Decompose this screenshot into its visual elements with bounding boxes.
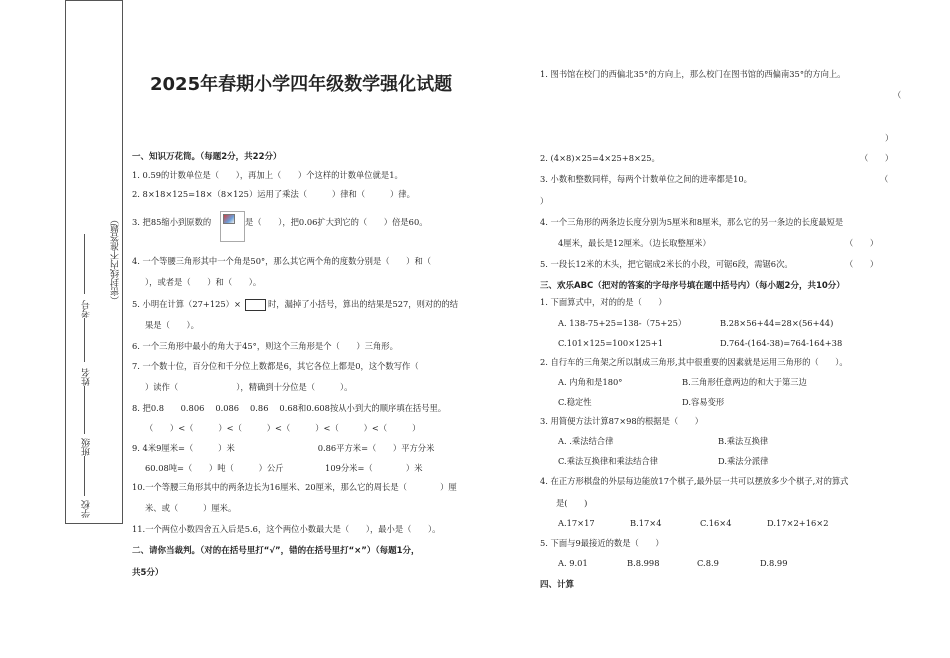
q1-5a: 5. 小明在计算（27+125）× xyxy=(132,299,241,309)
q3-5-b: B.8.998 xyxy=(627,558,660,568)
q3-3-d: D.乘法分派律 xyxy=(718,456,769,466)
kaohao-label: 考号 xyxy=(82,300,92,318)
q3-3: 3. 用简便方法计算87×98的根据是（ ） xyxy=(540,416,704,426)
q2-1-paren-close: ） xyxy=(885,133,894,143)
q2-4a: 4. 一个三角形的两条边长度分别为5厘米和8厘米，那么它的另一条边的长度最短是 xyxy=(540,217,844,227)
q1-7b: ）读作（ ），精确到十分位是（ ）。 xyxy=(145,382,353,392)
xuexiao-label: 学校 xyxy=(82,500,92,518)
q1-9b: 60.08吨=（ ）吨（ ）公斤 109分米=（ ）米 xyxy=(145,463,423,473)
q3-4-d: D.17×2+16×2 xyxy=(767,518,829,528)
xingming-line xyxy=(84,318,85,362)
q3-1-d: D.764-(164-38)=764-164+38 xyxy=(720,338,843,348)
q3-5-c: C.8.9 xyxy=(697,558,719,568)
kaohao-line xyxy=(84,234,85,294)
q2-1: 1. 图书馆在校门的西偏北35°的方向上，那么校门在图书馆的西偏南35°的方向上。 xyxy=(540,69,846,79)
q3-4a: 4. 在正方形棋盘的外层每边能放17个棋子,最外层一共可以摆放多少个棋子,对的算式 xyxy=(540,476,849,486)
q1-5c: 果是（ ）。 xyxy=(145,320,199,330)
q1-9a: 9. 4米9厘米=（ ）米 0.86平方米=（ ）平方分米 xyxy=(132,443,435,453)
page-title: 2025年春期小学四年级数学强化试题 xyxy=(150,74,453,95)
q1-3a: 3. 把85缩小到原数的 xyxy=(132,217,212,227)
q3-4-a: A.17×17 xyxy=(558,518,595,528)
fraction-image-icon xyxy=(220,211,245,242)
q3-1-b: B.28×56+44=28×(56+44) xyxy=(720,318,834,328)
q3-5: 5. 下面与9最接近的数是（ ） xyxy=(540,538,664,548)
xuexiao-line xyxy=(84,456,85,496)
q3-4b: 是( ) xyxy=(556,498,588,508)
q2-1-paren-open: （ xyxy=(893,90,902,100)
q2-2: 2. (4×8)×25=4×25+8×25。 xyxy=(540,153,660,163)
q3-5-a: A. 9.01 xyxy=(558,558,588,568)
q2-3-paren-open: （ xyxy=(880,174,889,184)
binding-notice: （密封线内不准答题） xyxy=(111,215,121,305)
section-2-heading: 二、请你当裁判。（对的在括号里打“√”，错的在括号里打“×”）（每题1分， xyxy=(132,546,420,556)
section-2-heading-cont: 共5分） xyxy=(132,568,164,578)
q3-1-c: C.101×125=100×125+1 xyxy=(558,338,664,348)
section-1-heading: 一、知识万花筒。（每题2分，共22分） xyxy=(132,152,282,162)
q2-3: 3. 小数和整数同样，每两个计数单位之间的进率都是10。 xyxy=(540,174,752,184)
q3-4-b: B.17×4 xyxy=(630,518,662,528)
q3-5-d: D.8.99 xyxy=(760,558,788,568)
q3-1-a: A. 138-75+25=138-（75+25） xyxy=(558,318,687,328)
q1-4b: ），或者是（ ）和（ ）。 xyxy=(145,277,262,287)
banji-line xyxy=(84,386,85,434)
section-4-heading: 四、计算 xyxy=(540,580,575,590)
q1-8a: 8. 把0.8 0.806 0.086 0.86 0.68和0.608按从小到大的顺序填在括号里。 xyxy=(132,403,447,413)
missing-number-box xyxy=(245,299,266,311)
q2-3-paren-close: ） xyxy=(540,196,549,206)
q3-2-c: C.稳定性 xyxy=(558,397,592,407)
section-3-heading: 三、欢乐ABC（把对的答案的字母序号填在题中括号内）（每小题2分，共10分） xyxy=(540,281,845,291)
q3-3-a: A. .乘法结合律 xyxy=(558,436,614,446)
q1-2: 2. 8×18×125=18×（8×125）运用了乘法（ ）律和（ ）律。 xyxy=(132,189,415,199)
q1-10b: 米、或（ ）厘米。 xyxy=(145,503,237,513)
q1-1: 1. 0.59的计数单位是（ ），再加上（ ）个这样的计数单位就是1。 xyxy=(132,170,403,180)
q1-7a: 7. 一个数十位，百分位和千分位上数都是6，其它各位上都是0，这个数写作（ xyxy=(132,361,419,371)
xingming-label: 姓名 xyxy=(82,368,92,386)
q3-2-a: A. 内角和是180° xyxy=(558,377,623,387)
q1-4a: 4. 一个等腰三角形其中一个角是50°，那么其它两个角的度数分别是（ ）和（ xyxy=(132,256,432,266)
q2-2-paren: （ ） xyxy=(860,153,894,163)
q1-8b: （ ）<（ ）<（ ）<（ ）<（ ）<（ ） xyxy=(145,423,421,433)
q1-11: 11.一个两位小数四舍五入后是5.6，这个两位小数最大是（ ），最小是（ ）。 xyxy=(132,524,441,534)
q2-5-paren: （ ） xyxy=(845,259,879,269)
q1-3b: 是（ ），把0.06扩大到它的（ ）倍是60。 xyxy=(245,217,428,227)
q3-2-d: D.容易变形 xyxy=(682,397,725,407)
q3-3-b: B.乘法互换律 xyxy=(718,436,769,446)
q3-2: 2. 自行车的三角架之所以制成三角形,其中很重要的因素就是运用三角形的（ ）。 xyxy=(540,357,848,367)
q1-10a: 10.一个等腰三角形其中的两条边长为16厘米、20厘米，那么它的周长是（ ）厘 xyxy=(132,482,457,492)
q2-5: 5. 一段长12米的木头，把它锯成2米长的小段，可锯6段，需锯6次。 xyxy=(540,259,793,269)
q1-5b: 时，漏掉了小括号，算出的结果是527，则对的的结 xyxy=(268,299,459,309)
q3-4-c: C.16×4 xyxy=(700,518,732,528)
q2-4-paren: （ ） xyxy=(845,238,879,248)
banji-label: 班级 xyxy=(82,438,92,456)
q3-2-b: B.三角形任意两边的和大于第三边 xyxy=(682,377,807,387)
q2-4b: 4厘米，最长是12厘米。（边长取整厘米） xyxy=(558,238,711,248)
q3-1: 1. 下面算式中，对的的是（ ） xyxy=(540,297,667,307)
q3-3-c: C.乘法互换律和乘法结合律 xyxy=(558,456,658,466)
q1-6: 6. 一个三角形中最小的角大于45°，则这个三角形是个（ ）三角形。 xyxy=(132,341,398,351)
